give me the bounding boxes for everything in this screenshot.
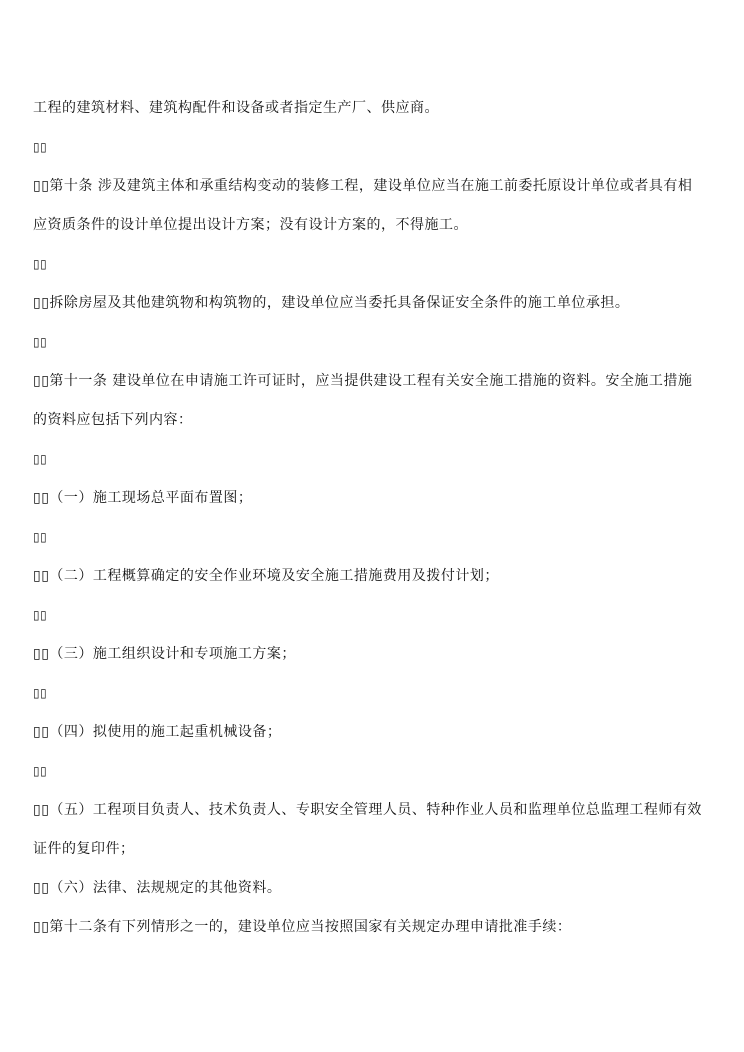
article-12-line [33, 918, 723, 936]
list-item-2 [33, 567, 723, 585]
article-10-line-1: 第十条 涉及建筑主体和承重结构变动的装修工程，建设单位应当在施工前委托原设计单位或者具有相 [49, 178, 693, 194]
spacer-glyph: ▯▯ [33, 140, 48, 154]
list-item-1-text: （一）施工现场总平面布置图； [49, 490, 253, 506]
spacer-glyph: ▯▯ [33, 802, 50, 818]
spacer-glyph: ▯▯ [33, 490, 50, 506]
article-10-line-2: 应资质条件的设计单位提出设计方案；没有设计方案的，不得施工。 [33, 217, 468, 233]
text-line-6 [33, 294, 723, 312]
spacer-glyph: ▯▯ [33, 880, 50, 896]
spacer-glyph: ▯▯ [33, 178, 50, 194]
spacer-glyph: ▯▯ [33, 257, 48, 271]
spacer-glyph: ▯▯ [33, 568, 50, 584]
article-12-text: 第十二条有下列情形之一的，建设单位应当按照国家有关规定办理申请批准手续： [49, 919, 572, 935]
spacer-glyph: ▯▯ [33, 686, 48, 700]
list-item-3 [33, 645, 723, 663]
list-item-4-text: （四）拟使用的施工起重机械设备； [49, 724, 282, 740]
spacer-glyph: ▯▯ [33, 646, 50, 662]
list-item-5-text: （五）工程项目负责人、技术负责人、专职安全管理人员、特种作业人员和监理单位总监理工程师有效 [49, 802, 702, 818]
text-line-1: 工程的建筑材料、建筑构配件和设备或者指定生产厂、供应商。 [33, 100, 439, 116]
spacer-glyph: ▯▯ [33, 452, 48, 466]
spacer-glyph: ▯▯ [33, 764, 48, 778]
list-item-2-text: （二）工程概算确定的安全作业环境及安全施工措施费用及拨付计划； [49, 568, 499, 584]
spacer-glyph: ▯▯ [33, 919, 50, 935]
list-item-4 [33, 723, 723, 741]
demolition-clause: 拆除房屋及其他建筑物和构筑物的，建设单位应当委托具备保证安全条件的施工单位承担。 [49, 295, 630, 311]
list-item-5-continuation: 证件的复印件； [33, 841, 135, 857]
list-item-6 [33, 879, 723, 897]
spacer-glyph: ▯▯ [33, 335, 48, 349]
article-11-line-1: 第十一条 建设单位在申请施工许可证时，应当提供建设工程有关安全施工措施的资料。安全施工措施 [49, 373, 693, 389]
spacer-glyph: ▯▯ [33, 373, 50, 389]
article-11-line-2: 的资料应包括下列内容： [33, 412, 193, 428]
spacer-glyph: ▯▯ [33, 530, 48, 544]
text-line-3 [33, 177, 723, 195]
list-item-3-text: （三）施工组织设计和专项施工方案； [49, 646, 296, 662]
list-item-5 [33, 801, 723, 819]
spacer-glyph: ▯▯ [33, 295, 50, 311]
spacer-glyph: ▯▯ [33, 724, 50, 740]
list-item-6-text: （六）法律、法规规定的其他资料。 [49, 880, 282, 896]
list-item-1 [33, 489, 723, 507]
text-line-8 [33, 372, 723, 390]
spacer-glyph: ▯▯ [33, 608, 48, 622]
